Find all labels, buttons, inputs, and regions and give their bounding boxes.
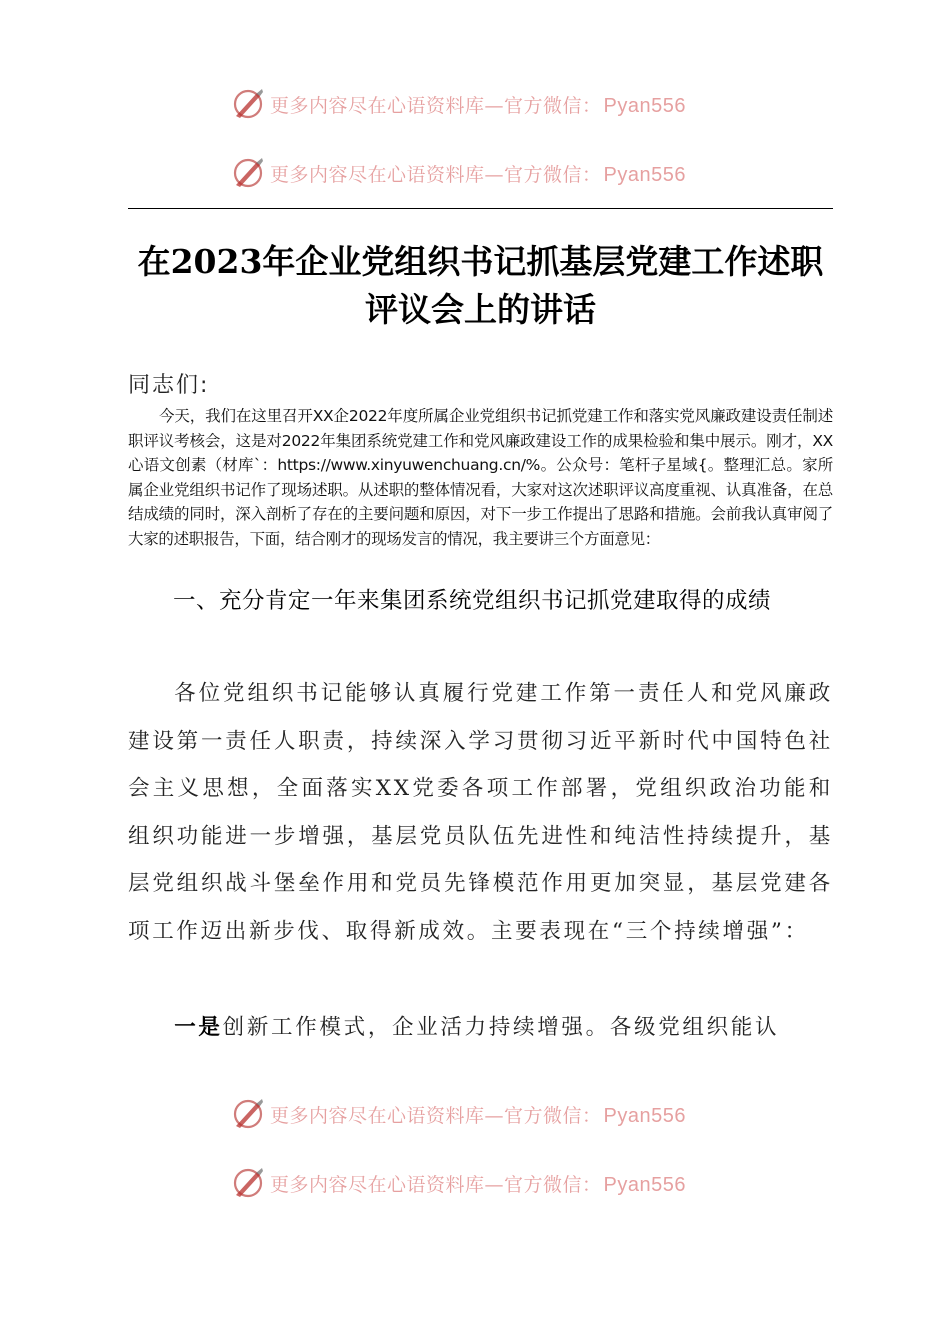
section-heading-1: 一、充分肯定一年来集团系统党组织书记抓党建取得的成绩 [173,588,772,614]
salutation: 同志们: [128,373,210,398]
document-title: 在2023年企业党组织书记抓基层党建工作述职评议会上的讲话 [137,242,824,329]
brush-logo-icon [230,1165,266,1201]
header-divider [128,208,833,209]
watermark-text: 更多内容尽在心语资料库—官方微信： Pyan556 [270,163,686,186]
watermark-top-2 [230,153,686,193]
intro-paragraph: 今天，我们在这里召开XX企2022年度所属企业党组织书记抓党建工作和落实党风廉政建设责任制述职评议考核会，这是对2022年集团系统党建工作和党风廉政建设工作的成果检验和集中展示。刚才，XX心语文创素（材库`：https://www.xinyuwenchuang.cn/%。公众号：笔杆子星域{。整理汇总。家所属企业党组织书记作了现场述职。从述职的整体情况看，大家对这次述职评议高度重视、认真准备，在总结成绩的同时，深入剖析了存在的主要问题和原因，对下一步工作提出了思路和措施。会前我认真审阅了大家的述职报告，下面，结合刚才的现场发言的情况，我主要讲三个方面意见： [128,407,833,548]
watermark-top-1 [230,84,686,124]
watermark-text: 更多内容尽在心语资料库—官方微信： Pyan556 [270,94,686,117]
watermark-bottom-1 [230,1094,686,1134]
brush-logo-icon [230,155,266,191]
brush-logo-icon [230,86,266,122]
point-paragraph-1 [128,1004,833,1052]
watermark-text: 更多内容尽在心语资料库—官方微信： Pyan556 [270,1104,686,1127]
point-text: 创新工作模式，企业活力持续增强。各级党组织能认 [222,1015,780,1040]
watermark-bottom-2 [230,1163,686,1203]
point-lead: 一是 [174,1015,223,1040]
body-paragraph-1: 各位党组织书记能够认真履行党建工作第一责任人和党风廉政建设第一责任人职责，持续深入学习贯彻习近平新时代中国特色社会主义思想，全面落实XX党委各项工作部署，党组织政治功能和组织功能进一步增强，基层党员队伍先进性和纯洁性持续提升，基层党组织战斗堡垒作用和党员先锋模范作用更加突显，基层党建各项工作迈出新步伐、取得新成效。主要表现在“三个持续增强”： [128,681,833,944]
brush-logo-icon [230,1096,266,1132]
watermark-text: 更多内容尽在心语资料库—官方微信： Pyan556 [270,1173,686,1196]
